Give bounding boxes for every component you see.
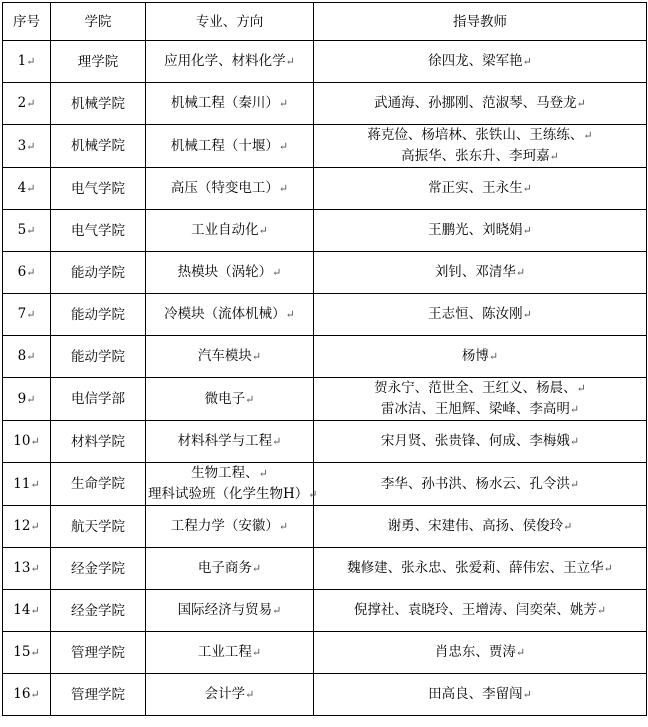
paragraph-mark: ↵ xyxy=(30,520,40,533)
paragraph-mark: ↵ xyxy=(576,97,586,110)
table-row xyxy=(3,632,647,674)
paragraph-mark: ↵ xyxy=(245,688,255,701)
paragraph-mark: ↵ xyxy=(30,435,40,448)
major-line: 工业自动化↵ xyxy=(191,222,268,238)
row-major xyxy=(146,125,314,168)
row-college: 机械学院 xyxy=(51,83,146,125)
row-no-text: 5 xyxy=(17,222,27,238)
major-line: 材料科学与工程↵ xyxy=(177,433,282,449)
paragraph-mark: ↵ xyxy=(26,350,36,363)
row-no xyxy=(3,168,51,210)
paragraph-mark: ↵ xyxy=(549,150,559,163)
row-advisors xyxy=(314,674,647,716)
row-no-text: 16 xyxy=(13,686,31,702)
paragraph-mark: ↵ xyxy=(30,477,40,491)
row-college: 经金学院 xyxy=(51,590,146,632)
table-row xyxy=(3,336,647,378)
row-no-text: 9 xyxy=(17,390,27,407)
row-no xyxy=(3,632,51,674)
paragraph-mark: ↵ xyxy=(569,403,580,416)
paragraph-mark: ↵ xyxy=(26,392,36,406)
row-major xyxy=(146,168,314,210)
major-line: 会计学↵ xyxy=(204,686,255,702)
paragraph-mark: ↵ xyxy=(569,477,580,491)
row-no-text: 3 xyxy=(17,137,27,154)
paragraph-mark: ↵ xyxy=(278,182,289,195)
row-no xyxy=(3,463,51,506)
paragraph-mark: ↵ xyxy=(603,562,613,575)
table-row xyxy=(3,294,647,336)
row-college: 管理学院 xyxy=(51,674,146,716)
paragraph-mark: ↵ xyxy=(563,520,573,533)
row-major xyxy=(146,421,314,463)
paragraph-mark: ↵ xyxy=(278,139,289,153)
row-college: 机械学院 xyxy=(51,125,146,168)
paragraph-mark: ↵ xyxy=(515,266,526,279)
row-major xyxy=(146,210,314,252)
table-row xyxy=(3,590,647,632)
row-no xyxy=(3,125,51,168)
row-college: 生命学院 xyxy=(51,463,146,506)
table-row xyxy=(3,506,647,548)
row-no-text: 15 xyxy=(13,644,31,660)
row-no xyxy=(3,421,51,463)
row-no-text: 8 xyxy=(17,348,27,364)
row-no-text: 10 xyxy=(13,433,31,449)
row-no-text: 13 xyxy=(13,560,31,576)
advisor-line: 肖忠东、贾涛↵ xyxy=(434,644,526,660)
row-advisors xyxy=(314,294,647,336)
major-line: 机械工程（十堰）↵ xyxy=(170,137,289,154)
major-line: 微电子↵ xyxy=(204,390,255,407)
paragraph-mark: ↵ xyxy=(285,55,295,68)
paragraph-mark: ↵ xyxy=(522,688,532,701)
paragraph-mark: ↵ xyxy=(576,382,586,395)
paragraph-mark: ↵ xyxy=(583,129,593,142)
major-line: 冷模块（流体机械）↵ xyxy=(164,306,295,322)
paragraph-mark: ↵ xyxy=(26,224,36,237)
row-no xyxy=(3,83,51,125)
paragraph-mark: ↵ xyxy=(258,224,268,237)
paragraph-mark: ↵ xyxy=(245,392,255,406)
advisor-line: 宋月贤、张贵锋、何成、李梅娥↵ xyxy=(380,433,580,449)
row-college: 电气学院 xyxy=(51,210,146,252)
paragraph-mark: ↵ xyxy=(26,55,36,68)
table-row xyxy=(3,83,647,125)
row-college: 能动学院 xyxy=(51,294,146,336)
major-line: 工程力学（安徽）↵ xyxy=(170,518,289,534)
advisor-line: 武通海、孙挪刚、范淑琴、马登龙↵ xyxy=(374,95,586,111)
row-no-text: 11 xyxy=(13,475,31,492)
row-no-text: 7 xyxy=(17,306,27,322)
row-advisors xyxy=(314,336,647,378)
paragraph-mark: ↵ xyxy=(30,562,40,575)
row-advisors xyxy=(314,378,647,421)
major-line: 工业工程↵ xyxy=(197,644,262,660)
row-advisors xyxy=(314,168,647,210)
row-no xyxy=(3,506,51,548)
row-no xyxy=(3,294,51,336)
row-major xyxy=(146,674,314,716)
row-college: 电气学院 xyxy=(51,168,146,210)
row-no-text: 1 xyxy=(17,53,27,69)
row-no-text: 4 xyxy=(17,180,27,196)
paragraph-mark: ↵ xyxy=(26,97,36,110)
row-college: 电信学部 xyxy=(51,378,146,421)
row-no-text: 12 xyxy=(13,518,31,534)
paragraph-mark: ↵ xyxy=(26,266,36,279)
header-row xyxy=(3,3,647,41)
major-line: 高压（特变电工）↵ xyxy=(170,180,289,196)
row-major xyxy=(146,41,314,83)
row-major xyxy=(146,506,314,548)
advisor-line: 高振华、张东升、李珂嘉↵ xyxy=(401,148,559,164)
row-major xyxy=(146,336,314,378)
paragraph-mark: ↵ xyxy=(488,350,499,363)
advisor-line: 王鹏光、刘晓娟↵ xyxy=(428,222,532,238)
row-college: 能动学院 xyxy=(51,336,146,378)
table-row xyxy=(3,210,647,252)
row-no xyxy=(3,378,51,421)
paragraph-mark: ↵ xyxy=(522,55,532,68)
paragraph-mark: ↵ xyxy=(522,182,532,195)
row-no-text: 14 xyxy=(13,602,31,618)
row-advisors xyxy=(314,41,647,83)
row-no xyxy=(3,336,51,378)
table-row xyxy=(3,252,647,294)
advisor-line: 谢勇、宋建伟、高扬、侯俊玲↵ xyxy=(387,518,573,534)
advisor-line: 徐四龙、梁军艳↵ xyxy=(428,53,532,69)
row-college: 能动学院 xyxy=(51,252,146,294)
table-row xyxy=(3,674,647,716)
paragraph-mark: ↵ xyxy=(515,646,526,659)
advisor-line: 常正实、王永生↵ xyxy=(428,180,532,196)
header-no: 序号 xyxy=(3,3,51,41)
row-advisors xyxy=(314,83,647,125)
paragraph-mark: ↵ xyxy=(30,646,40,659)
header-college: 学院 xyxy=(51,3,146,41)
paragraph-mark: ↵ xyxy=(278,520,289,533)
paragraph-mark: ↵ xyxy=(522,224,532,237)
row-no xyxy=(3,41,51,83)
advisor-line: 魏修建、张永忠、张爱莉、薛伟宏、王立华↵ xyxy=(347,560,613,576)
row-no xyxy=(3,210,51,252)
row-major xyxy=(146,252,314,294)
paragraph-mark: ↵ xyxy=(278,97,289,110)
table-row xyxy=(3,463,647,506)
advisor-line: 杨博↵ xyxy=(461,348,499,364)
paragraph-mark: ↵ xyxy=(251,350,262,363)
paragraph-mark: ↵ xyxy=(30,604,40,617)
row-major xyxy=(146,463,318,506)
major-line: 汽车模块↵ xyxy=(197,348,262,364)
row-advisors xyxy=(314,506,647,548)
advisor-line: 雷冰洁、王旭辉、梁峰、李高明↵ xyxy=(380,401,580,417)
advisor-line: 蒋克俭、杨培林、张铁山、王练练、↵ xyxy=(367,127,593,143)
paragraph-mark: ↵ xyxy=(26,139,36,153)
advisor-line: 贺永宁、范世全、王红义、杨晨、↵ xyxy=(374,380,586,396)
major-line: 国际经济与贸易↵ xyxy=(177,602,282,618)
row-no-text: 6 xyxy=(17,264,27,280)
row-no-text: 2 xyxy=(17,95,27,111)
paragraph-mark: ↵ xyxy=(251,562,262,575)
row-college: 管理学院 xyxy=(51,632,146,674)
row-advisors xyxy=(314,125,647,168)
header-advisors: 指导教师 xyxy=(314,3,647,41)
major-line: 热模块（涡轮）↵ xyxy=(177,264,282,280)
row-major xyxy=(146,632,314,674)
row-major xyxy=(146,294,314,336)
paragraph-mark: ↵ xyxy=(522,308,532,321)
table-row xyxy=(3,421,647,463)
advisor-line: 李华、孙书洪、杨水云、孔令洪↵ xyxy=(380,475,580,492)
table-row xyxy=(3,168,647,210)
row-advisors xyxy=(314,210,647,252)
row-advisors xyxy=(314,632,647,674)
paragraph-mark: ↵ xyxy=(26,308,36,321)
major-line: 生物工程、↵ xyxy=(191,465,268,481)
row-no xyxy=(3,548,51,590)
advisor-line: 王志恒、陈汝刚↵ xyxy=(428,306,532,322)
table-row xyxy=(3,41,647,83)
paragraph-mark: ↵ xyxy=(30,688,40,701)
row-college: 理学院 xyxy=(51,41,146,83)
major-line: 机械工程（秦川）↵ xyxy=(170,95,289,111)
table-row xyxy=(3,125,647,168)
paragraph-mark: ↵ xyxy=(285,308,295,321)
row-college: 航天学院 xyxy=(51,506,146,548)
table-body xyxy=(3,41,647,716)
row-major xyxy=(146,83,314,125)
paragraph-mark: ↵ xyxy=(251,646,262,659)
row-college: 材料学院 xyxy=(51,421,146,463)
row-major xyxy=(146,548,314,590)
advisor-line: 刘钊、邓清华↵ xyxy=(434,264,526,280)
row-college: 经金学院 xyxy=(51,548,146,590)
row-no xyxy=(3,590,51,632)
row-advisors xyxy=(314,590,647,632)
row-major xyxy=(146,378,314,421)
row-no xyxy=(3,252,51,294)
paragraph-mark: ↵ xyxy=(258,467,268,480)
paragraph-mark: ↵ xyxy=(272,604,282,617)
paragraph-mark: ↵ xyxy=(596,604,607,617)
table-row xyxy=(3,548,647,590)
header-major: 专业、方向 xyxy=(146,3,314,41)
row-advisors xyxy=(314,421,647,463)
paragraph-mark: ↵ xyxy=(272,266,282,279)
table-row xyxy=(3,378,647,421)
paragraph-mark: ↵ xyxy=(569,435,580,448)
paragraph-mark: ↵ xyxy=(26,182,36,195)
advisor-table xyxy=(2,2,647,716)
major-line: 电子商务↵ xyxy=(197,560,262,576)
advisor-line: 田高良、李留闯↵ xyxy=(428,686,532,702)
row-major xyxy=(146,590,314,632)
row-no xyxy=(3,674,51,716)
major-line: 理科试验班（化学生物H）↵ xyxy=(148,486,318,502)
row-advisors xyxy=(314,463,647,506)
row-advisors xyxy=(314,252,647,294)
row-advisors xyxy=(314,548,647,590)
major-line: 应用化学、材料化学↵ xyxy=(164,53,295,69)
paragraph-mark: ↵ xyxy=(308,488,318,501)
paragraph-mark: ↵ xyxy=(272,435,282,448)
advisor-line: 倪撑社、袁晓玲、王增涛、闫奕荣、姚芳↵ xyxy=(353,602,607,618)
